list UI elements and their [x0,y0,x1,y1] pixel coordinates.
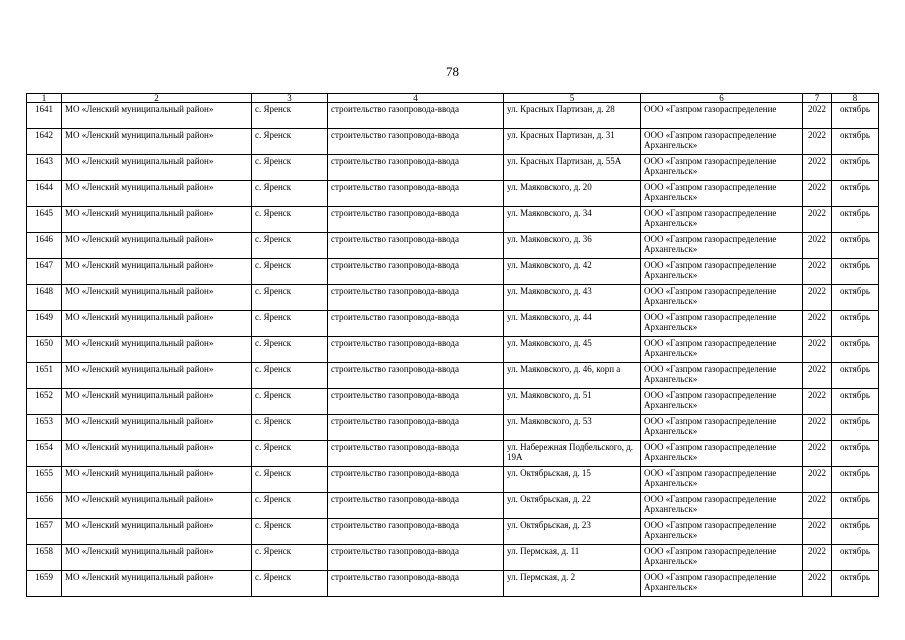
cell-address: ул. Пермская, д. 11 [504,545,641,571]
cell-municipality: МО «Ленский муниципальный район» [62,311,252,337]
header-cell-1: 1 [27,94,62,103]
cell-settlement: с. Яренск [252,129,328,155]
cell-organization: ООО «Газпром газораспределение Архангельск» [641,545,803,571]
cell-row-number: 1641 [27,103,62,129]
header-cell-2: 2 [62,94,252,103]
cell-row-number: 1653 [27,415,62,441]
cell-organization: ООО «Газпром газораспределение Архангельск» [641,519,803,545]
cell-work-type: строительство газопровода-ввода [328,467,504,493]
cell-work-type: строительство газопровода-ввода [328,259,504,285]
cell-month: октябрь [832,389,879,415]
table-row [27,363,879,389]
table-header-row [27,94,879,103]
cell-row-number: 1651 [27,363,62,389]
header-cell-4: 4 [328,94,504,103]
cell-year: 2022 [803,129,832,155]
cell-municipality: МО «Ленский муниципальный район» [62,493,252,519]
cell-address: ул. Маяковского, д. 44 [504,311,641,337]
cell-row-number: 1647 [27,259,62,285]
table-row [27,389,879,415]
cell-year: 2022 [803,493,832,519]
cell-work-type: строительство газопровода-ввода [328,207,504,233]
cell-municipality: МО «Ленский муниципальный район» [62,285,252,311]
cell-municipality: МО «Ленский муниципальный район» [62,545,252,571]
cell-address: ул. Маяковского, д. 46, корп а [504,363,641,389]
cell-organization: ООО «Газпром газораспределение Архангельск» [641,311,803,337]
cell-organization: ООО «Газпром газораспределение Архангельск» [641,155,803,181]
cell-settlement: с. Яренск [252,519,328,545]
cell-month: октябрь [832,259,879,285]
table-row [27,571,879,597]
table-row [27,467,879,493]
cell-address: ул. Маяковского, д. 51 [504,389,641,415]
cell-settlement: с. Яренск [252,493,328,519]
cell-work-type: строительство газопровода-ввода [328,415,504,441]
cell-month: октябрь [832,493,879,519]
table-row [27,233,879,259]
cell-month: октябрь [832,155,879,181]
cell-year: 2022 [803,155,832,181]
cell-year: 2022 [803,571,832,597]
cell-year: 2022 [803,337,832,363]
cell-municipality: МО «Ленский муниципальный район» [62,571,252,597]
table-row [27,519,879,545]
cell-year: 2022 [803,415,832,441]
cell-municipality: МО «Ленский муниципальный район» [62,519,252,545]
cell-work-type: строительство газопровода-ввода [328,337,504,363]
cell-month: октябрь [832,337,879,363]
cell-address: ул. Маяковского, д. 36 [504,233,641,259]
cell-organization: ООО «Газпром газораспределение Архангельск» [641,363,803,389]
table-row [27,311,879,337]
cell-organization: ООО «Газпром газораспределение Архангельск» [641,337,803,363]
cell-organization: ООО «Газпром газораспределение Архангельск» [641,181,803,207]
cell-municipality: МО «Ленский муниципальный район» [62,259,252,285]
cell-year: 2022 [803,233,832,259]
table-row [27,441,879,467]
header-cell-5: 5 [504,94,641,103]
cell-address: ул. Октябрьская, д. 22 [504,493,641,519]
cell-year: 2022 [803,441,832,467]
cell-municipality: МО «Ленский муниципальный район» [62,337,252,363]
cell-work-type: строительство газопровода-ввода [328,155,504,181]
cell-work-type: строительство газопровода-ввода [328,103,504,129]
cell-address: ул. Маяковского, д. 34 [504,207,641,233]
cell-address: ул. Красных Партизан, д. 55А [504,155,641,181]
cell-year: 2022 [803,285,832,311]
table-body [27,94,879,597]
cell-year: 2022 [803,311,832,337]
cell-month: октябрь [832,363,879,389]
cell-row-number: 1649 [27,311,62,337]
cell-work-type: строительство газопровода-ввода [328,493,504,519]
cell-month: октябрь [832,129,879,155]
table-row [27,337,879,363]
cell-work-type: строительство газопровода-ввода [328,311,504,337]
cell-organization: ООО «Газпром газораспределение [641,103,803,129]
cell-row-number: 1645 [27,207,62,233]
cell-address: ул. Маяковского, д. 45 [504,337,641,363]
cell-settlement: с. Яренск [252,545,328,571]
cell-address: ул. Красных Партизан, д. 28 [504,103,641,129]
table-row [27,415,879,441]
header-cell-7: 7 [803,94,832,103]
cell-address: ул. Маяковского, д. 53 [504,415,641,441]
cell-address: ул. Красных Партизан, д. 31 [504,129,641,155]
cell-municipality: МО «Ленский муниципальный район» [62,233,252,259]
cell-month: октябрь [832,181,879,207]
cell-municipality: МО «Ленский муниципальный район» [62,129,252,155]
cell-month: октябрь [832,415,879,441]
cell-work-type: строительство газопровода-ввода [328,545,504,571]
cell-municipality: МО «Ленский муниципальный район» [62,181,252,207]
header-cell-8: 8 [832,94,879,103]
cell-year: 2022 [803,181,832,207]
cell-month: октябрь [832,285,879,311]
cell-month: октябрь [832,441,879,467]
cell-settlement: с. Яренск [252,467,328,493]
table-row [27,285,879,311]
registry-table [26,93,879,597]
cell-year: 2022 [803,467,832,493]
cell-settlement: с. Яренск [252,415,328,441]
cell-municipality: МО «Ленский муниципальный район» [62,207,252,233]
table-row [27,545,879,571]
cell-row-number: 1650 [27,337,62,363]
cell-settlement: с. Яренск [252,181,328,207]
cell-organization: ООО «Газпром газораспределение Архангельск» [641,129,803,155]
cell-row-number: 1657 [27,519,62,545]
cell-settlement: с. Яренск [252,233,328,259]
cell-organization: ООО «Газпром газораспределение Архангельск» [641,207,803,233]
cell-address: ул. Набережная Подбельского, д. 19А [504,441,641,467]
header-cell-6: 6 [641,94,803,103]
table-row [27,207,879,233]
cell-organization: ООО «Газпром газораспределение Архангельск» [641,467,803,493]
cell-row-number: 1655 [27,467,62,493]
cell-year: 2022 [803,519,832,545]
cell-year: 2022 [803,259,832,285]
cell-year: 2022 [803,545,832,571]
cell-work-type: строительство газопровода-ввода [328,233,504,259]
cell-month: октябрь [832,467,879,493]
cell-organization: ООО «Газпром газораспределение Архангельск» [641,259,803,285]
cell-settlement: с. Яренск [252,571,328,597]
cell-work-type: строительство газопровода-ввода [328,363,504,389]
table-row [27,155,879,181]
cell-month: октябрь [832,545,879,571]
cell-row-number: 1658 [27,545,62,571]
cell-year: 2022 [803,363,832,389]
cell-organization: ООО «Газпром газораспределение Архангельск» [641,415,803,441]
cell-address: ул. Маяковского, д. 42 [504,259,641,285]
cell-month: октябрь [832,519,879,545]
cell-month: октябрь [832,233,879,259]
cell-municipality: МО «Ленский муниципальный район» [62,389,252,415]
cell-year: 2022 [803,103,832,129]
cell-organization: ООО «Газпром газораспределение Архангельск» [641,285,803,311]
cell-settlement: с. Яренск [252,389,328,415]
table-row [27,129,879,155]
cell-month: октябрь [832,207,879,233]
cell-row-number: 1642 [27,129,62,155]
cell-settlement: с. Яренск [252,259,328,285]
cell-row-number: 1656 [27,493,62,519]
cell-settlement: с. Яренск [252,337,328,363]
cell-settlement: с. Яренск [252,207,328,233]
cell-row-number: 1643 [27,155,62,181]
cell-settlement: с. Яренск [252,441,328,467]
cell-address: ул. Пермская, д. 2 [504,571,641,597]
cell-settlement: с. Яренск [252,155,328,181]
cell-municipality: МО «Ленский муниципальный район» [62,467,252,493]
cell-work-type: строительство газопровода-ввода [328,389,504,415]
cell-work-type: строительство газопровода-ввода [328,181,504,207]
cell-address: ул. Маяковского, д. 43 [504,285,641,311]
header-cell-3: 3 [252,94,328,103]
cell-municipality: МО «Ленский муниципальный район» [62,155,252,181]
cell-municipality: МО «Ленский муниципальный район» [62,363,252,389]
cell-municipality: МО «Ленский муниципальный район» [62,415,252,441]
cell-organization: ООО «Газпром газораспределение Архангельск» [641,493,803,519]
cell-year: 2022 [803,389,832,415]
cell-row-number: 1648 [27,285,62,311]
cell-month: октябрь [832,103,879,129]
cell-month: октябрь [832,571,879,597]
cell-settlement: с. Яренск [252,311,328,337]
cell-row-number: 1654 [27,441,62,467]
table-row [27,103,879,129]
cell-settlement: с. Яренск [252,103,328,129]
cell-row-number: 1644 [27,181,62,207]
cell-work-type: строительство газопровода-ввода [328,285,504,311]
cell-work-type: строительство газопровода-ввода [328,441,504,467]
cell-settlement: с. Яренск [252,363,328,389]
table-row [27,493,879,519]
cell-year: 2022 [803,207,832,233]
table-row [27,259,879,285]
cell-municipality: МО «Ленский муниципальный район» [62,441,252,467]
table-row [27,181,879,207]
cell-organization: ООО «Газпром газораспределение Архангельск» [641,233,803,259]
cell-work-type: строительство газопровода-ввода [328,519,504,545]
cell-work-type: строительство газопровода-ввода [328,571,504,597]
cell-organization: ООО «Газпром газораспределение Архангельск» [641,389,803,415]
cell-address: ул. Октябрьская, д. 23 [504,519,641,545]
cell-month: октябрь [832,311,879,337]
cell-row-number: 1652 [27,389,62,415]
cell-row-number: 1646 [27,233,62,259]
cell-organization: ООО «Газпром газораспределение Архангельск» [641,441,803,467]
cell-municipality: МО «Ленский муниципальный район» [62,103,252,129]
cell-settlement: с. Яренск [252,285,328,311]
cell-row-number: 1659 [27,571,62,597]
cell-address: ул. Октябрьская, д. 15 [504,467,641,493]
cell-address: ул. Маяковского, д. 20 [504,181,641,207]
cell-work-type: строительство газопровода-ввода [328,129,504,155]
page-number: 78 [446,64,459,79]
cell-organization: ООО «Газпром газораспределение Архангельск» [641,571,803,597]
